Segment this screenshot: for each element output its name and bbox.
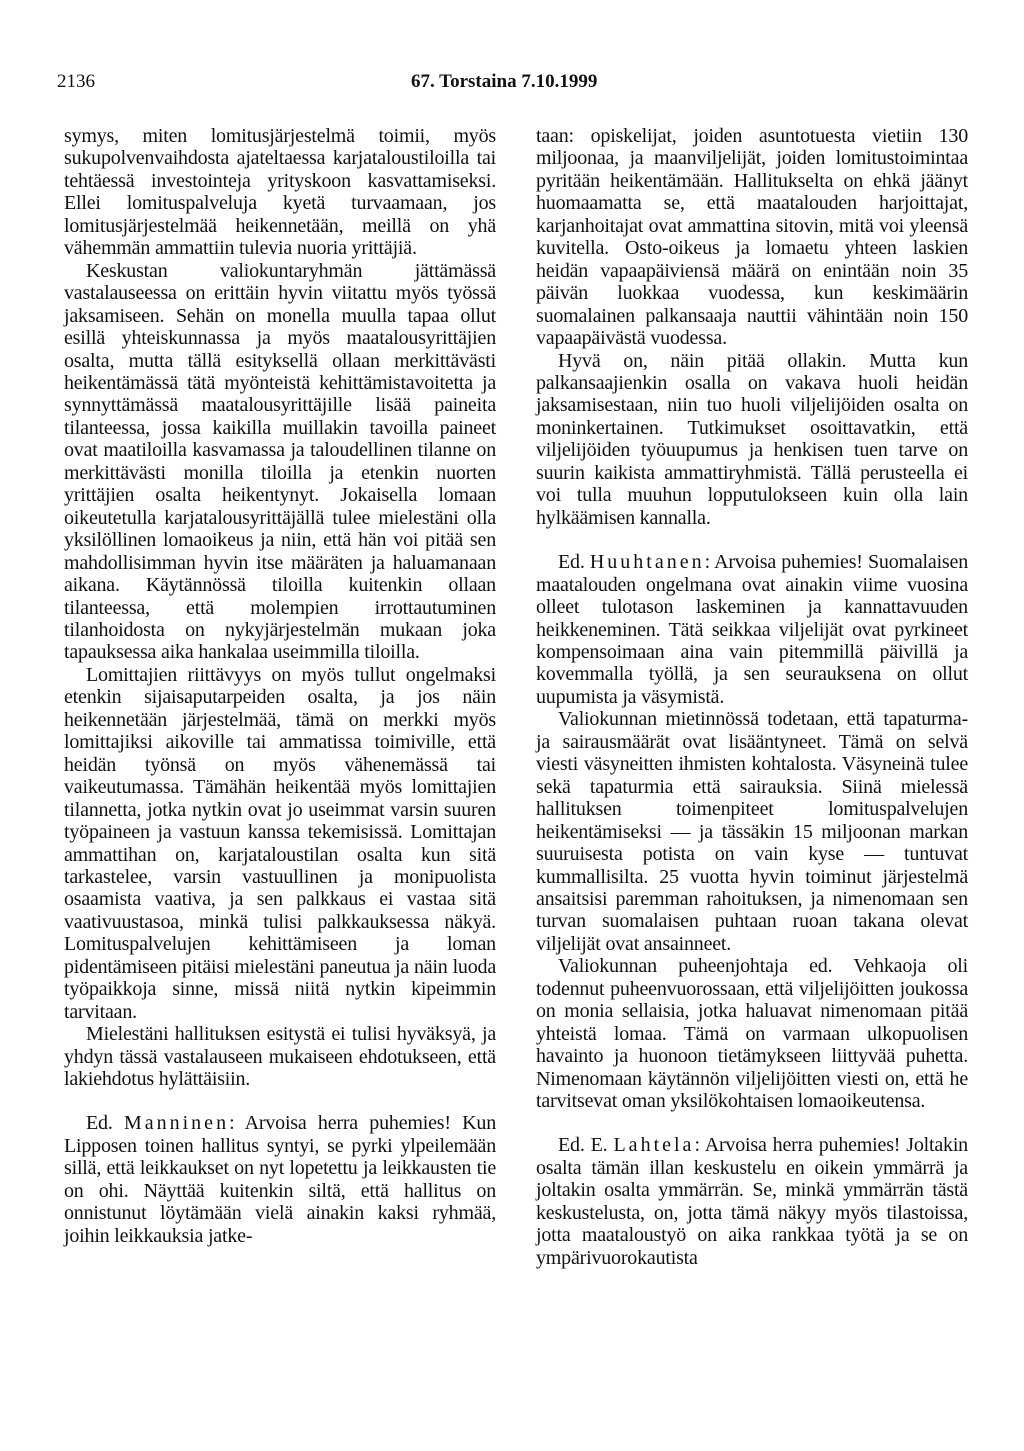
continued-paragraph xyxy=(64,125,496,260)
paragraph-text: Valiokunnan mietinnössä todetaan, että tapaturma- ja sairausmäärät ovat lisääntyneet. Tämä on selvä viesti väsyneitten ihmisten kohtalosta. Väsyneinä tulee sekä tapaturmia että sairauksia. Siinä mielessä hallituksen toimenpiteet lomituspalvelujen heikentämiseksi — ja tässäkin 15 miljoonan markan suuruisesta potista on vain kyse — tuntuvat kummallisilta. 25 vuotta hyvin toiminut järjestelmä ansaitsisi paremman rahoituksen, ja nimenomaan sen turvan suomalaisen puhtaan ruoan takana olevat viljelijät ovat ansainneet. xyxy=(536,708,968,955)
speaker-name: Lahtela xyxy=(613,1134,695,1157)
paragraph-text: Hyvä on, näin pitää ollakin. Mutta kun palkansaajienkin osalla on vakava huoli heidän jaksamisestaan, niin tuo huoli viljelijöiden osalta on moninkertainen. Tutkimukset osoittavatkin, että viljelijöiden työuupumus ja henkisen tuen tarve on suurin kaikista ammattiryhmistä. Tällä perusteella ei voi tulla muuhun lopputulokseen kuin olla lain hylkäämisen kannalla. xyxy=(536,349,968,529)
speaker-title: Ed. E. xyxy=(558,1134,608,1157)
paragraph xyxy=(64,664,496,1023)
speaker-title: Ed. xyxy=(558,551,585,574)
speaker-title: Ed. xyxy=(86,1112,113,1135)
paragraph xyxy=(64,1023,496,1090)
continued-paragraph xyxy=(536,125,968,350)
page-number: 2136 xyxy=(57,71,95,92)
paragraph xyxy=(536,350,968,530)
running-head: 67. Torstaina 7.10.1999 xyxy=(411,71,598,92)
speech-start-paragraph xyxy=(64,1112,496,1247)
speech-start-paragraph xyxy=(536,1134,968,1269)
speech-start-paragraph xyxy=(536,551,968,708)
paragraph-text: Keskustan valiokuntaryhmän jättämässä vastalauseessa on erittäin hyvin viitattu myös työssä jaksamiseen. Sehän on monella muulla tapaa ollut esillä yhteiskunnassa ja myös maatalousyrittäjien osalta, mutta tällä esityksellä ollaan merkittävästi heikentämässä tätä myönteistä kehittämistavoitetta ja synnyttämässä maatalousyrittäjille lisää paineita tilanteessa, jossa kaikilla muillakin tavoilla paineet ovat maatiloilla kasvamassa ja taloudellinen tilanne on merkittävästi monilla tiloilla ja etenkin nuorten yrittäjien osalta heikentynyt. Jokaisella lomaan oikeutetulla karjatalousyrittäjällä tulee mielestäni olla yksilöllinen lomaoikeus ja niin, että hän voi pitää sen mahdollisimman hyvin itse määräten ja haluamanaan aikana. Käytännössä tiloilla kuitenkin ollaan tilanteessa, että molempien irrottautuminen tilanhoidosta on nykyjärjestelmän mukaan joka tapauksessa aika hankalaa useimmilla tiloilla. xyxy=(64,259,496,664)
left-column xyxy=(64,125,496,1247)
paragraph xyxy=(536,708,968,955)
paragraph-text: symys, miten lomitusjärjestelmä toimii, myös sukupolvenvaihdosta ajateltaessa karjataloustiloilla tai tehtäessä investointeja yrityskoon kasvattamiseksi. Ellei lomituspalveluja kyetä turvaamaan, jos lomitusjärjestelmää heikennetään, meillä on yhä vähemmän ammattiin tulevia nuoria yrittäjiä. xyxy=(64,125,496,260)
speaker-name: Huuhtanen xyxy=(589,551,705,574)
paragraph-text: : Arvoisa herra puhemies! Kun Lipposen toinen hallitus syntyi, se pyrki ylpeilemään sillä, että leikkaukset on nyt lopetettu ja leikkausten tie on ohi. Näyttää kuitenkin siltä, että hallitus on onnistunut löytämään vielä ainakin kaksi ryhmää, joihin leikkauksia jatke- xyxy=(64,1112,496,1247)
paragraph-text: : Arvoisa herra puhemies! Joltakin osalta tämän illan keskustelu en oikein ymmärrä ja joltakin osalta ymmärrän. Se, minkä ymmärrän tästä keskustelusta, on, jotta tämä näkyy myös tilastoissa, jotta maataloustyö on aika rankkaa työtä ja se on ympärivuorokautista xyxy=(536,1134,968,1269)
paragraph-text: Valiokunnan puheenjohtaja ed. Vehkaoja oli todennut puheenvuorossaan, että viljelijöitten joukossa on monia sellaisia, jotka haluavat nimenomaan pitää yhteistä lomaa. Tämä on varmaan ulkopuolisen havainto ja huonoon tietämykseen liittyvää puhetta. Nimenomaan käytännön viljelijöitten viesti on, että he tarvitsevat oman yksilökohtaisen lomaoikeutensa. xyxy=(536,955,968,1113)
speaker-name: Manninen xyxy=(123,1112,230,1135)
paragraph xyxy=(536,955,968,1112)
paragraph xyxy=(64,260,496,664)
paragraph-text: Lomittajien riittävyys on myös tullut ongelmaksi etenkin sijaisaputarpeiden osalta, ja jos näin heikennetään järjestelmää, tämä on merkki myös lomittajiksi aikoville tai ammatissa toimiville, että heidän työnsä on myös vähenemässä tai vaikeutumassa. Tämähän heikentää myös lomittajien tilannetta, jotka nytkin ovat jo useimmat varsin suuren työpaineen ja vastuun kanssa tekemisissä. Lomittajan ammattihan on, karjataloustilan osalta kun sitä tarkastelee, varsin vastuullinen ja monipuolista osaamista vaativa, ja sen palkkaus ei vastaa sitä vaativuustasoa, minkä tulisi palkkauksessa näkyä. Lomituspalvelujen kehittämiseen ja loman pidentämiseen pitäisi mielestäni paneutua ja näin luoda työpaikkoja sinne, missä niitä nytkin kipeimmin tarvitaan. xyxy=(64,663,496,1023)
paragraph-text: taan: opiskelijat, joiden asuntotuesta vietiin 130 miljoonaa, ja maanviljelijät, joiden lomitustoimintaa pyritään heikentämään. Hallitukselta on ehkä jäänyt huomaamatta se, että maatalouden harjoittajat, karjanhoitajat ovat ammattina sitovin, mitä voi yleensä kuvitella. Osto-oikeus ja lomaetu yhteen laskien heidän vapaapäiviensä määrä on enintään noin 35 päivän luokkaa vuodessa, kun keskimäärin suomalainen palkansaaja nauttii vähintään noin 150 vapaapäivästä vuodessa. xyxy=(536,125,968,350)
paragraph-text: : Arvoisa puhemies! Suomalaisen maatalouden ongelmana ovat ainakin viime vuosina olleet tulotason laskeminen ja kannattavuuden heikkeneminen. Tätä seikkaa viljelijät ovat pyrkineet kompensoimaan aina vain pitemmillä päivillä ja kovemmalla työllä, ja sen seurauksena on ollut uupumista ja väsymistä. xyxy=(536,551,968,708)
paragraph-text: Mielestäni hallituksen esitystä ei tulisi hyväksyä, ja yhdyn tässä vastalauseen mukaiseen ehdotukseen, että lakiehdotus hylättäisiin. xyxy=(64,1023,496,1091)
right-column xyxy=(536,125,968,1269)
